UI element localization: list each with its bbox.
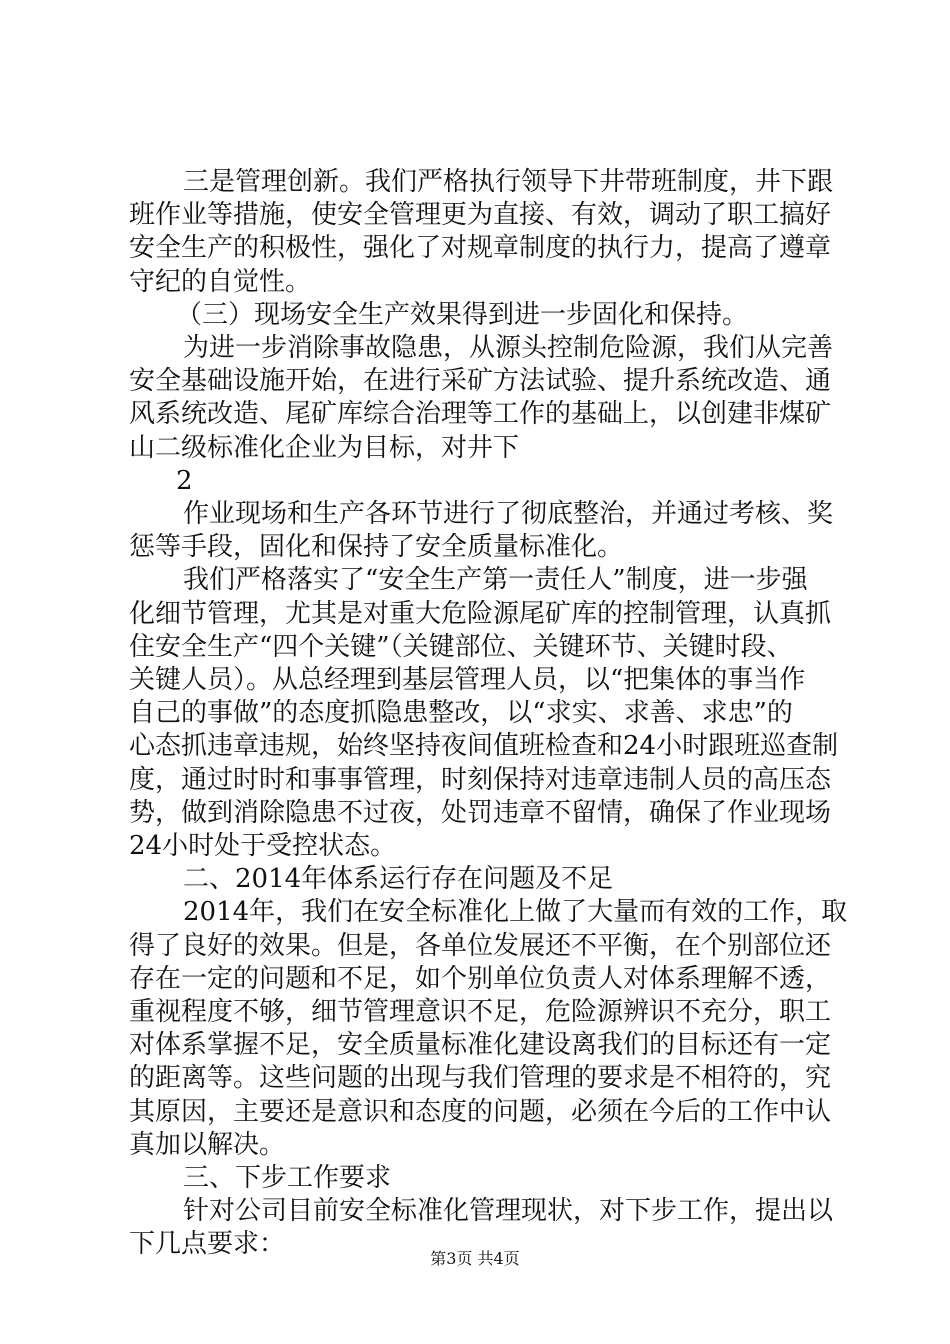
text-line: 势，做到消除隐患不过夜，处罚违章不留情，确保了作业现场 [129,797,832,828]
text-line: 下几点要求： [129,1229,286,1260]
text-line: 为进一步消除事故隐患，从源头控制危险源，我们从完善 [183,333,834,363]
text-line: 关键人员）。从总经理到基层管理人员，以“把集体的事当作 [129,665,806,695]
text-line: 重视程度不够，细节管理意识不足，危险源辨识不充分，职工 [129,997,832,1027]
text-line: 山二级标准化企业为目标，对井下 [129,432,520,463]
text-line: 真加以解决。 [129,1129,286,1160]
inline-page-number: 2 [176,465,193,496]
text-line: 自己的事做”的态度抓隐患整改，以“求实、求善、求忠”的 [129,698,793,729]
text-line: 对体系掌握不足，安全质量标准化建设离我们的目标还有一定 [129,1030,832,1061]
text-line: 惩等手段，固化和保持了安全质量标准化。 [129,532,624,563]
text-line: 存在一定的问题和不足，如个别单位负责人对体系理解不透， [129,963,832,994]
text-line: 安全生产的积极性，强化了对规章制度的执行力，提高了遵章 [129,233,832,264]
text-line: 我们严格落实了“安全生产第一责任人”制度，进一步强 [183,565,808,596]
text-line: 得了良好的效果。但是，各单位发展还不平衡，在个别部位还 [129,930,832,961]
text-line: 安全基础设施开始，在进行采矿方法试验、提升系统改造、通 [129,366,832,397]
text-line: （三）现场安全生产效果得到进一步固化和保持。 [176,299,749,330]
text-line: 针对公司目前安全标准化管理现状，对下步工作，提出以 [183,1196,834,1227]
text-line: 其原因，主要还是意识和态度的问题，必须在今后的工作中认 [129,1096,832,1127]
text-line: 风系统改造、尾矿库综合治理等工作的基础上，以创建非煤矿 [129,399,832,430]
text-line: 作业现场和生产各环节进行了彻底整治，并通过考核、奖 [183,499,834,529]
text-line: 心态抓违章违规，始终坚持夜间值班检查和24小时跟班巡查制 [129,731,839,762]
text-line: 2014年，我们在安全标准化上做了大量而有效的工作，取 [183,897,848,928]
text-line: 24小时处于受控状态。 [129,831,397,861]
text-line: 班作业等措施，使安全管理更为直接、有效，调动了职工搞好 [129,200,832,231]
text-line: 的距离等。这些问题的出现与我们管理的要求是不相符的，究 [129,1063,832,1094]
text-line: 守纪的自觉性。 [129,266,312,297]
section-heading: 三、下步工作要求 [183,1163,392,1193]
section-heading: 二、2014年体系运行存在问题及不足 [183,864,614,895]
text-line: 化细节管理，尤其是对重大危险源尾矿库的控制管理，认真抓 [129,598,832,629]
page-footer: 第3页 共4页 [430,1249,520,1268]
text-line: 住安全生产“四个关键”（关键部位、关键环节、关键时段、 [129,631,793,662]
text-line: 度，通过时时和事事管理，时刻保持对违章违制人员的高压态 [129,764,832,795]
text-line: 三是管理创新。我们严格执行领导下井带班制度，井下跟 [183,167,834,197]
